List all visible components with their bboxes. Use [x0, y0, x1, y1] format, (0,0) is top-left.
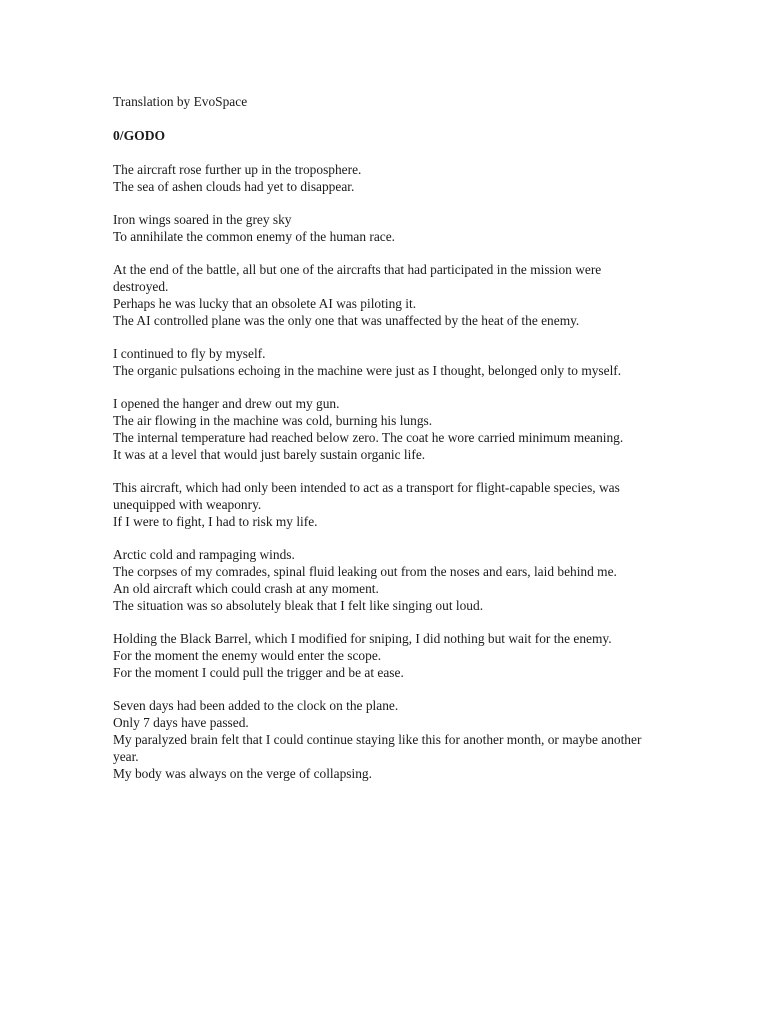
document-page: [113, 93, 643, 798]
text-line: Arctic cold and rampaging winds.: [113, 547, 295, 562]
text-line: For the moment I could pull the trigger and be at ease.: [113, 665, 404, 680]
text-line: The air flowing in the machine was cold, burning his lungs.: [113, 413, 433, 428]
paragraph-6: [113, 479, 643, 530]
text-line: If I were to fight, I had to risk my life.: [113, 514, 318, 529]
text-line: Iron wings soared in the grey sky: [113, 212, 292, 227]
paragraph-5: [113, 395, 643, 463]
text-line: My paralyzed brain felt that I could continue staying like this for another month, or maybe another year.: [113, 732, 642, 764]
paragraph-8: [113, 630, 643, 681]
paragraph-9: [113, 697, 643, 782]
text-line: My body was always on the verge of collapsing.: [113, 766, 372, 781]
text-line: Perhaps he was lucky that an obsolete AI was piloting it.: [113, 296, 417, 311]
text-line: The sea of ashen clouds had yet to disappear.: [113, 179, 355, 194]
paragraph-7: [113, 546, 643, 614]
paragraph-2: [113, 211, 643, 245]
text-line: Holding the Black Barrel, which I modified for sniping, I did nothing but wait for the enemy.: [113, 631, 612, 646]
text-line: I continued to fly by myself.: [113, 346, 266, 361]
paragraph-1: [113, 161, 643, 195]
text-line: The internal temperature had reached below zero. The coat he wore carried minimum meaning.: [113, 430, 624, 445]
text-line: I opened the hanger and drew out my gun.: [113, 396, 340, 411]
text-line: The aircraft rose further up in the troposphere.: [113, 162, 362, 177]
chapter-title: 0/GODO: [113, 128, 166, 143]
paragraph-3: [113, 261, 643, 329]
paragraph-4: [113, 345, 643, 379]
text-line: This aircraft, which had only been intended to act as a transport for flight-capable species, was unequipped with weaponry.: [113, 480, 620, 512]
text-line: The organic pulsations echoing in the machine were just as I thought, belonged only to myself.: [113, 363, 622, 378]
text-line: The situation was so absolutely bleak that I felt like singing out loud.: [113, 598, 484, 613]
text-line: An old aircraft which could crash at any moment.: [113, 581, 379, 596]
text-line: For the moment the enemy would enter the scope.: [113, 648, 382, 663]
text-line: The AI controlled plane was the only one that was unaffected by the heat of the enemy.: [113, 313, 580, 328]
translation-credit: Translation by EvoSpace: [113, 94, 248, 109]
text-line: To annihilate the common enemy of the human race.: [113, 229, 396, 244]
text-line: At the end of the battle, all but one of the aircrafts that had participated in the mission were destroyed.: [113, 262, 602, 294]
text-line: Seven days had been added to the clock on the plane.: [113, 698, 399, 713]
text-line: The corpses of my comrades, spinal fluid leaking out from the noses and ears, laid behind me.: [113, 564, 617, 579]
text-line: It was at a level that would just barely sustain organic life.: [113, 447, 426, 462]
text-line: Only 7 days have passed.: [113, 715, 249, 730]
